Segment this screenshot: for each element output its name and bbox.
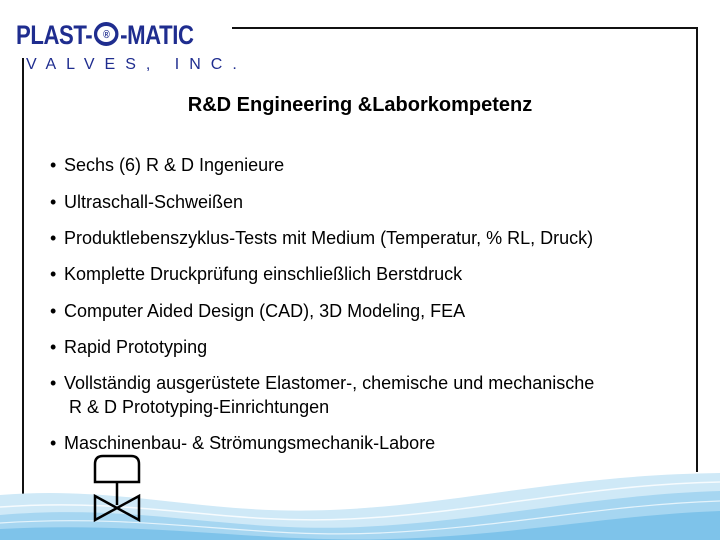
bullet-text: Ultraschall-Schweißen bbox=[64, 192, 244, 212]
bullet-dot: • bbox=[50, 337, 57, 357]
logo-text-right: -MATIC bbox=[120, 20, 194, 50]
bullet-text: Komplette Druckprüfung einschließlich Berstdruck bbox=[64, 264, 463, 284]
bullet-dot: • bbox=[50, 192, 57, 212]
frame-top-line bbox=[232, 27, 698, 29]
logo-wordmark bbox=[16, 20, 194, 54]
bullet-item bbox=[50, 371, 690, 419]
bullet-text: Vollständig ausgerüstete Elastomer-, chemische und mechanische bbox=[64, 373, 595, 393]
valve-symbol-icon bbox=[86, 452, 148, 530]
logo-registered-mark: ® bbox=[103, 29, 110, 42]
bullet-text: Maschinenbau- & Strömungsmechanik-Labore bbox=[64, 433, 436, 453]
logo-text-left: PLAST- bbox=[16, 20, 93, 50]
company-logo bbox=[16, 20, 247, 73]
bullet-item bbox=[50, 153, 690, 177]
bullet-dot: • bbox=[50, 301, 57, 321]
bullet-text: Sechs (6) R & D Ingenieure bbox=[64, 155, 285, 175]
bullet-text: Rapid Prototyping bbox=[64, 337, 208, 357]
bullet-continuation: R & D Prototyping-Einrichtungen bbox=[69, 397, 330, 417]
slide-title: R&D Engineering &Laborkompetenz bbox=[187, 94, 533, 116]
bullet-dot: • bbox=[50, 433, 57, 453]
bullet-dot: • bbox=[50, 155, 57, 175]
bullet-dot: • bbox=[50, 228, 57, 248]
bullet-list bbox=[50, 153, 690, 455]
bullet-item bbox=[50, 262, 690, 286]
bullet-dot: • bbox=[50, 264, 57, 284]
bullet-text: Computer Aided Design (CAD), 3D Modeling, FEA bbox=[64, 301, 466, 321]
bullet-text: Produktlebenszyklus-Tests mit Medium (Temperatur, % RL, Druck) bbox=[64, 228, 594, 248]
bullet-item bbox=[50, 226, 690, 250]
logo-o-ring-icon bbox=[94, 22, 119, 46]
bullet-item bbox=[50, 190, 690, 214]
logo-subtitle: VALVES, INC. bbox=[26, 56, 247, 73]
bullet-item bbox=[50, 299, 690, 323]
bullet-item bbox=[50, 335, 690, 359]
bullet-dot: • bbox=[50, 373, 57, 393]
